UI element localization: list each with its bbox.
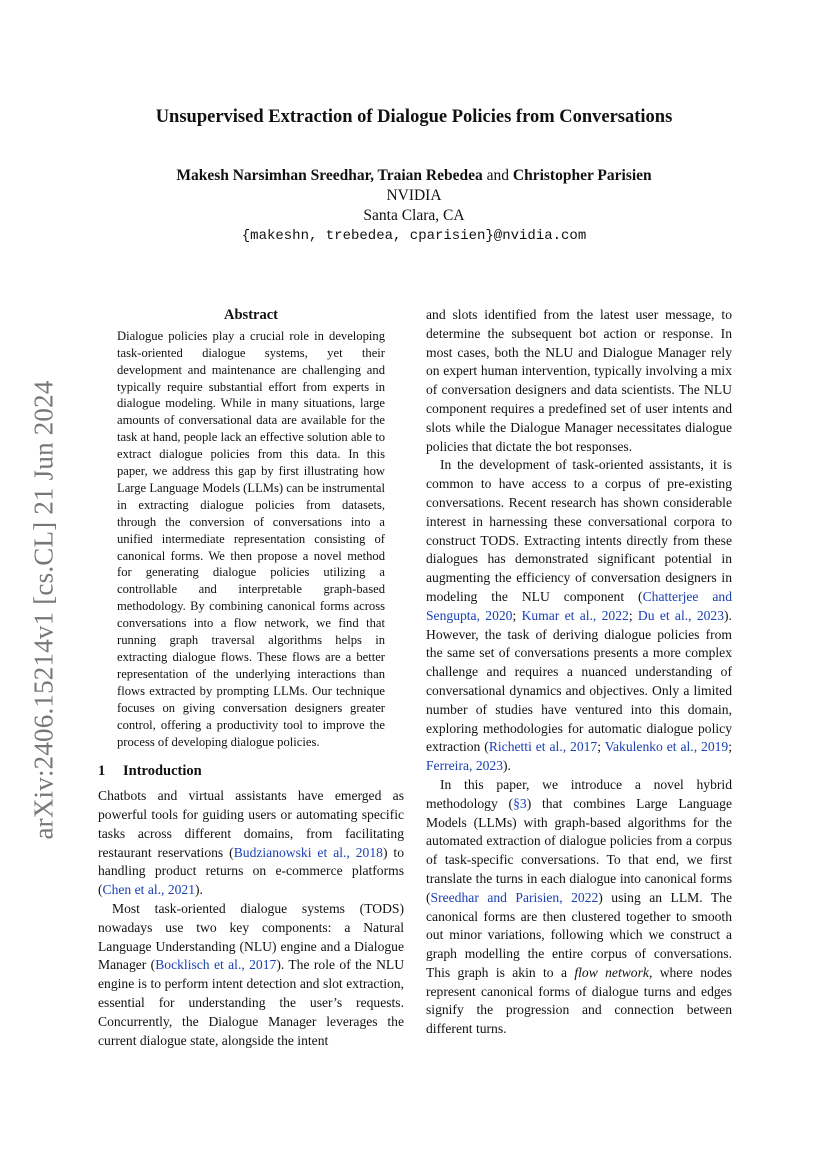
text-run: ) to handling product returns on e-commerce platforms ( xyxy=(98,844,404,898)
text-run: ; xyxy=(597,739,605,755)
citation-link[interactable]: Chatterjee and Sengupta, 2020 xyxy=(426,588,732,623)
section-number: 1 xyxy=(98,763,106,780)
intro-paragraph-5 xyxy=(426,776,732,1039)
affiliation: NVIDIA xyxy=(386,187,442,204)
text-run: ). xyxy=(195,882,203,898)
intro-paragraph-3: and slots identified from the latest user message, to determine the subsequent bot action or response. In most cases, both the NLU and Dialogue Manager rely on expert human intervention, typically involving a mix of conversation designers and data scientists. The NLU component requires a predefined set of user intents and slots while the Dialogue Manager necessitates dialogue policies that dictate the bot responses. xyxy=(426,307,732,454)
intro-paragraph-4 xyxy=(426,456,732,776)
text-run: In the development of task-oriented assistants, it is common to have access to a corpus of pre-existing conversations. Recent research has shown considerable interest in harnessing these conversational corpora to construct TODS. Extracting intents directly from these dialogues has demonstrated significant potential in augmenting the efficiency of conversation designers in modeling the NLU component ( xyxy=(426,457,732,604)
intro-paragraph-1 xyxy=(98,787,404,900)
citation-link[interactable]: Bocklisch et al., 2017 xyxy=(155,957,277,973)
section-title: Introduction xyxy=(123,763,202,780)
author-names-line xyxy=(0,166,828,186)
text-run: In this paper, we introduce a novel hybrid methodology ( xyxy=(426,776,732,811)
author-names: Makesh Narsimhan Sreedhar, Traian Rebedea xyxy=(176,167,483,184)
author-block xyxy=(0,166,828,246)
intro-paragraph-2 xyxy=(98,900,404,1050)
abstract-heading: Abstract xyxy=(224,307,278,323)
text-run: , where nodes represent canonical forms of dialogue turns and edges signify the progression and connection between different turns. xyxy=(426,964,732,1037)
citation-link[interactable]: Vakulenko et al., 2019 xyxy=(604,739,729,755)
text-run: ). However, the task of deriving dialogue policies from the same set of conversations presents a more complex challenge and requires a nuanced understanding of conversational dynamics and objectives. Only a limited number of studies have ventured into this domain, exploring methodologies for automatic dialogue policy extraction ( xyxy=(426,607,732,755)
citation-link[interactable]: Chen et al., 2021 xyxy=(102,882,196,898)
text-run: ; xyxy=(512,607,522,623)
paper-title: Unsupervised Extraction of Dialogue Policies from Conversations xyxy=(155,107,673,127)
citation-link[interactable]: Ferreira, 2023 xyxy=(426,758,504,774)
location: Santa Clara, CA xyxy=(363,207,465,224)
citation-link[interactable]: Du et al., 2023 xyxy=(637,607,725,623)
citation-link[interactable]: Kumar et al., 2022 xyxy=(521,607,629,623)
text-run: ). The role of the NLU engine is to perform intent detection and slot extraction, essential for understanding the user’s requests. Concurrently, the Dialogue Manager leverages the current dialogue state, alongside the intent xyxy=(98,957,405,1048)
arxiv-side-stamp xyxy=(14,360,74,860)
left-column xyxy=(98,306,404,1050)
arxiv-identifier: arXiv:2406.15214v1 [cs.CL] 21 Jun 2024 xyxy=(28,380,59,840)
section-reference-link[interactable]: §3 xyxy=(513,795,527,811)
section-heading-introduction xyxy=(98,762,404,781)
citation-link[interactable]: Sreedhar and Parisien, 2022 xyxy=(430,889,599,905)
right-column xyxy=(426,306,732,1039)
text-run: ) that combines Large Language Models (LLMs) with graph-based algorithms for the automated extraction of dialogue policies from a corpus of task-specific conversations. To that end, we first translate the turns in each dialogue into canonical forms ( xyxy=(426,795,732,905)
author-last: Christopher Parisien xyxy=(512,167,652,184)
emphasis-term: flow network xyxy=(574,964,649,980)
citation-link[interactable]: Richetti et al., 2017 xyxy=(488,739,598,755)
text-run: Most task-oriented dialogue systems (TODS) nowadays use two key components: a Natural Language Understanding (NLU) engine and a Dialogue Manager ( xyxy=(98,901,404,973)
text-run: ; xyxy=(628,607,638,623)
text-run: Chatbots and virtual assistants have emerged as powerful tools for guiding users or automating specific tasks across different domains, from facilitating restaurant reservations ( xyxy=(98,788,404,860)
text-run: ). xyxy=(503,758,511,774)
citation-link[interactable]: Budzianowski et al., 2018 xyxy=(233,844,383,860)
text-run: ; xyxy=(728,739,732,755)
author-emails: {makeshn, trebedea, cparisien}@nvidia.com xyxy=(241,228,587,244)
abstract-text: Dialogue policies play a crucial role in developing task-oriented dialogue systems, yet their development and maintenance are challenging and typically require substantial effort from experts in dialogue modeling. While in many situations, large amounts of conversational data are available for the task at hand, people lack an effective solution able to extract dialogue policies from this data. In this paper, we address this gap by first illustrating how Large Language Models (LLMs) can be instrumental in extracting dialogue policies from datasets, through the conversion of conversations into a unified intermediate representation consisting of canonical forms. We then propose a novel method for generating dialogue policies utilizing a controllable and interpretable graph-based methodology. By combining canonical forms across conversations into a flow network, we find that running graph traversal algorithms helps in extracting dialogue flows. These flows are a better representation of the underlying interactions than flows extracted by prompting LLMs. Our technique focuses on giving conversation designers greater control, offering a productivity tool to improve the process of developing dialogue policies. xyxy=(117,328,385,749)
text-run: ) using an LLM. The canonical forms are then clustered together to smooth out minor variations, following which we construct a graph modelling the entire corpus of conversations. This graph is akin to a xyxy=(426,889,733,980)
author-and: and xyxy=(486,167,510,184)
